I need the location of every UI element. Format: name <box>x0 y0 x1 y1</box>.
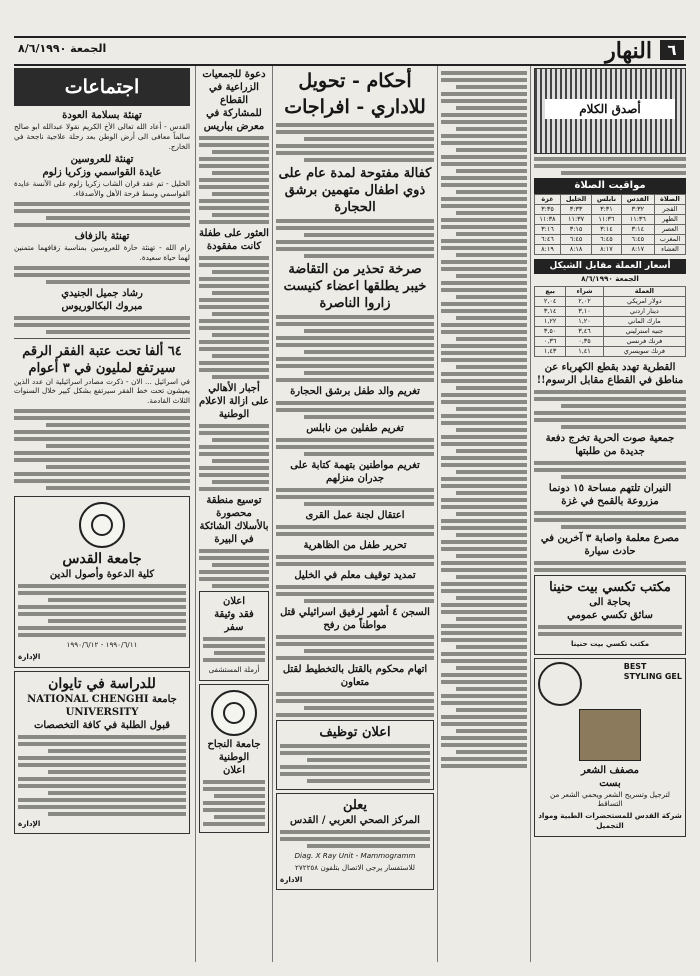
left-column <box>14 68 190 958</box>
column-4 <box>441 68 527 958</box>
left-h5: ٦٤ ألفا تحت عتبة الفقر الرقم سيرتفع لمليون في ٣ أعوام <box>22 343 182 376</box>
university-dates: ١٩٩٠/٦/١١ - ١٩٩٠/٦/١٢ <box>66 639 138 649</box>
c3-h10: السجن ٤ أشهر لرفيق اسرائيلي قتل مواطناً من رفح <box>280 607 430 631</box>
c3-h2: كفالة مفتوحة لمدة عام على ذوي اطفال متهمين برشق الحجارة <box>278 166 432 215</box>
c3-h13b: المركز الصحي العربي / القدس <box>290 815 420 826</box>
university-seal-icon <box>79 502 125 548</box>
left-h2: تهنئة للعروسين <box>70 154 134 166</box>
fx-cell: ١,٢٢ <box>535 316 566 326</box>
fx-row <box>535 336 686 346</box>
gel-jar-icon <box>579 709 641 761</box>
najah-seal-icon <box>211 690 257 736</box>
prayer-cell: ٦:٤٦ <box>535 235 561 245</box>
c3-h5: تغريم طفلين من نابلس <box>306 423 404 434</box>
brand-en: BEST <box>623 661 647 671</box>
taiwan-ad <box>14 671 190 835</box>
fx-cell: جنيه استرليني <box>603 326 685 336</box>
c3-h7: اعتقال لجنة عمل القرى <box>305 510 405 521</box>
c2-notice <box>199 591 269 681</box>
fx-row <box>535 306 686 316</box>
fx-cell: فرنك سويسري <box>603 346 685 356</box>
prayer-cell: ٨:١٧ <box>621 245 654 255</box>
fx-cell: ٣,٥٠ <box>535 326 566 336</box>
prayer-cell: ٣:١٤ <box>621 225 654 235</box>
fx-header: شراء <box>566 286 603 296</box>
prayer-cell: ٣:٣٣ <box>560 205 591 215</box>
prayer-cell: ٣:٣٢ <box>621 205 654 215</box>
c2-h5: اعلان <box>222 596 246 607</box>
prayer-row <box>535 245 686 255</box>
masthead <box>14 36 686 66</box>
c3-ad-line: Diag. X Ray Unit - Mammogramm <box>294 851 416 860</box>
c3-h9: تمديد توقيف معلم في الخليل <box>294 570 416 581</box>
c3-h13: يعلن <box>342 798 368 813</box>
fx-row <box>535 326 686 336</box>
c3-h12: اعلان توظيف <box>319 725 391 740</box>
taxi-title: مكتب تكسي بيت حنينا <box>549 579 671 595</box>
prayer-cell: ١١:٣٦ <box>592 215 622 225</box>
prayer-cell: ٦:٤٥ <box>621 235 654 245</box>
right-news2: جمعية صوت الحرية تخرج دفعة جديدة من طلبتها <box>545 432 675 457</box>
social-banner: اجتماعات <box>14 68 190 106</box>
taxi-sub2: سائق تكسي عمومي <box>567 609 653 621</box>
gel-dist: شركة القدس للمستحضرات الطبية ومواد التجميل <box>538 811 682 830</box>
left-h1: تهنئة بسلامة العودة <box>62 110 142 121</box>
prayer-title: مواقيت الصلاة <box>534 178 686 194</box>
prayer-cell: ٦:٤٥ <box>560 235 591 245</box>
gel-note: لترجيل وتسريح الشعر ويحمي الشعر من التساقط <box>550 789 670 809</box>
fx-cell: دينار اردني <box>603 306 685 316</box>
c2-h4: توسيع منطقة محصورة بالأسلاك الشائكة في البيرة <box>199 495 269 545</box>
c3-h8: تحرير طفل من الظاهرية <box>303 540 407 551</box>
c3-h11: اتهام محكوم بالقتل بالتخطيط لقتل متعاون <box>282 664 428 688</box>
fx-cell: ٢,٠٢ <box>566 296 603 306</box>
right-news1: القطرية تهدد بقطع الكهرباء عن مناطق في القطاع مقابل الرسوم!! <box>536 361 684 386</box>
prayer-cell: ٨:١٩ <box>535 245 561 255</box>
prayer-table <box>534 194 686 255</box>
c3-ad-phone: للاستفسار يرجى الاتصال بتلفون ٢٧٢٢٥٨ <box>294 862 415 872</box>
left-h3: تهنئة بالزفاف <box>74 230 130 242</box>
prayer-row <box>535 205 686 215</box>
taiwan-sub2: قبول الطلبة في كافة التخصصات <box>33 719 171 731</box>
c2-adv: اعلان <box>222 764 246 776</box>
fx-row <box>535 346 686 356</box>
university-sub: كلية الدعوة وأصول الدين <box>49 568 155 580</box>
prayer-cell: العصر <box>654 225 685 235</box>
prayer-cell: ١١:٣٨ <box>535 215 561 225</box>
fx-cell: ٠,٣٥ <box>566 336 603 346</box>
fx-cell: فرنك فرنسي <box>603 336 685 346</box>
left-h4: رشاد جميل الجنيدي <box>61 287 143 299</box>
prayer-header: غزة <box>535 195 561 205</box>
prayer-cell: ١١:٣٧ <box>560 215 591 225</box>
fx-cell: ١,٢٠ <box>566 316 603 326</box>
prayer-cell: ٨:١٨ <box>560 245 591 255</box>
prayer-cell: ٣:١٥ <box>560 225 591 235</box>
prayer-row <box>535 235 686 245</box>
left-p1: القدس - أعاد الله تعالى الأخ الكريم نقولا عبدالله ابو صالح سالماً معافى الى أرض الوطن بعد رحلة علاجية ناجحة في الخارج. <box>14 122 190 151</box>
prayer-cell: المغرب <box>654 235 685 245</box>
prayer-header: الخليل <box>560 195 591 205</box>
fx-header: العملة <box>603 286 685 296</box>
page-number: ٦ <box>660 40 684 60</box>
c3-h4: تغريم والد طفل برشق الحجارة <box>290 386 420 397</box>
c2-fname: أرملة المستشفى <box>208 665 260 674</box>
fx-cell: ١,٤١ <box>566 346 603 356</box>
university-ad <box>14 496 190 668</box>
prayer-cell: ٣:٣١ <box>592 205 622 215</box>
fx-row <box>535 316 686 326</box>
prayer-row <box>535 225 686 235</box>
right-news4: مصرع معلمة واصابة ٣ آخرين في حادث سيارة <box>540 532 680 557</box>
left-p5: في اسرائيل ... الان - ذكرت مصادر اسرائيلية ان عدد الذين يعيشون تحت خط الفقر سيرتفع بشكل كبير خلال السنوات الثلاث القادمة. <box>14 376 190 406</box>
taxi-sub: بحاجة الى <box>589 596 631 608</box>
prayer-cell: الظهر <box>654 215 685 225</box>
fx-cell: مارك الماني <box>603 316 685 326</box>
c2-h1: دعوة للجمعيات الزراعية في القطاع للمشاركة في معرض بباريس <box>202 69 266 132</box>
c3-h6: تغريم مواطنين بتهمة كتابة على جدران منزلهم <box>290 460 420 484</box>
taiwan-title: للدراسة في تايوان <box>48 675 156 692</box>
column-2 <box>199 68 269 958</box>
fx-header: بيع <box>535 286 566 296</box>
prayer-cell: ١١:٣٦ <box>621 215 654 225</box>
newspaper-brand: النهار <box>605 38 652 64</box>
prayer-cell: ٨:١٧ <box>592 245 622 255</box>
taxi-ad <box>534 575 686 655</box>
c2-h5b: فقد وثيقة سفر <box>214 609 254 633</box>
fx-row <box>535 296 686 306</box>
brand-en2: STYLING GEL <box>623 671 682 681</box>
c2-h2: العثور على طفلة كانت مفقودة <box>199 228 269 252</box>
left-h4b: مبروك البكالوريوس <box>61 300 143 312</box>
c3-h3: صرخة تحذير من التقاضة خيبر يطلقها اعضاء كنيست زاروا الناصرة <box>283 262 427 311</box>
prayer-cell: ٣:٣٥ <box>535 205 561 215</box>
left-h2b: عايدة القواسمي وزكريا زلوم <box>42 167 162 179</box>
c2-uni-ad <box>199 684 269 833</box>
taiwan-sub: جامعة NATIONAL CHENGHI UNIVERSITY <box>27 693 177 718</box>
prayer-cell: العشاء <box>654 245 685 255</box>
prayer-cell: الفجر <box>654 205 685 215</box>
left-p3: رام الله - تهنئة حارة للعروسين بمناسبة زفافهما متمنين لهما حياة سعيدة. <box>14 242 190 262</box>
job-ad <box>276 720 434 790</box>
gel-product: مصفف الشعر <box>580 764 639 776</box>
university-admin: الإدارة <box>18 651 41 661</box>
prayer-cell: ٣:١٤ <box>592 225 622 235</box>
fx-cell: ٠,٣٦ <box>535 336 566 346</box>
fx-date: الجمعة ٨/٦/١٩٩٠ <box>581 274 639 283</box>
brand-logo-icon <box>538 662 582 706</box>
prayer-row <box>535 215 686 225</box>
prayer-header: القدس <box>621 195 654 205</box>
main-column <box>276 68 434 958</box>
issue-date: الجمعة ٨/٦/١٩٩٠ <box>18 42 107 55</box>
right-column <box>534 68 686 958</box>
fx-cell: دولار امريكي <box>603 296 685 306</box>
fx-cell: ٢,٠٤ <box>535 296 566 306</box>
university-title: جامعة القدس <box>62 550 142 567</box>
taiwan-footer: الإدارة <box>18 818 41 828</box>
gel-ad <box>534 658 686 837</box>
fx-title: أسعار العملة مقابل الشيكل <box>534 259 686 274</box>
fx-table <box>534 286 686 357</box>
c3-ad-sign: الادارة <box>280 874 303 884</box>
c2-uni: جامعة النجاح الوطنية <box>207 738 261 763</box>
right-news3: النيران تلتهم مساحة ١٥ دونما مزروعة بالقمح في غزة <box>548 482 672 507</box>
fx-cell: ١,٤٣ <box>535 346 566 356</box>
quran-title: أصدق الكلام <box>545 99 675 119</box>
left-p2: الخليل - تم عقد قران الشاب زكريا زلوم على الآنسة عايدة القواسمي وسط فرحة الأهل والأصدقاء. <box>14 179 190 199</box>
prayer-header: نابلس <box>592 195 622 205</box>
c2-h3: أجبار الأهالي على ازالة الاعلام الوطنية <box>199 383 269 420</box>
gel-product2: بست <box>599 777 621 789</box>
prayer-header: الصلاة <box>654 195 685 205</box>
fx-cell: ٣,١٤ <box>535 306 566 316</box>
mosque-ornament <box>534 68 686 154</box>
taxi-sign: مكتب تكسي بيت حنينا <box>570 638 650 648</box>
main-headline: أحكام - تحويل للاداري - افراجات <box>284 70 426 118</box>
prayer-cell: ٣:١٦ <box>535 225 561 235</box>
medical-center-ad <box>276 793 434 890</box>
fx-cell: ٣,١٠ <box>566 306 603 316</box>
prayer-cell: ٦:٤٥ <box>592 235 622 245</box>
fx-cell: ٣,٤٦ <box>566 326 603 336</box>
